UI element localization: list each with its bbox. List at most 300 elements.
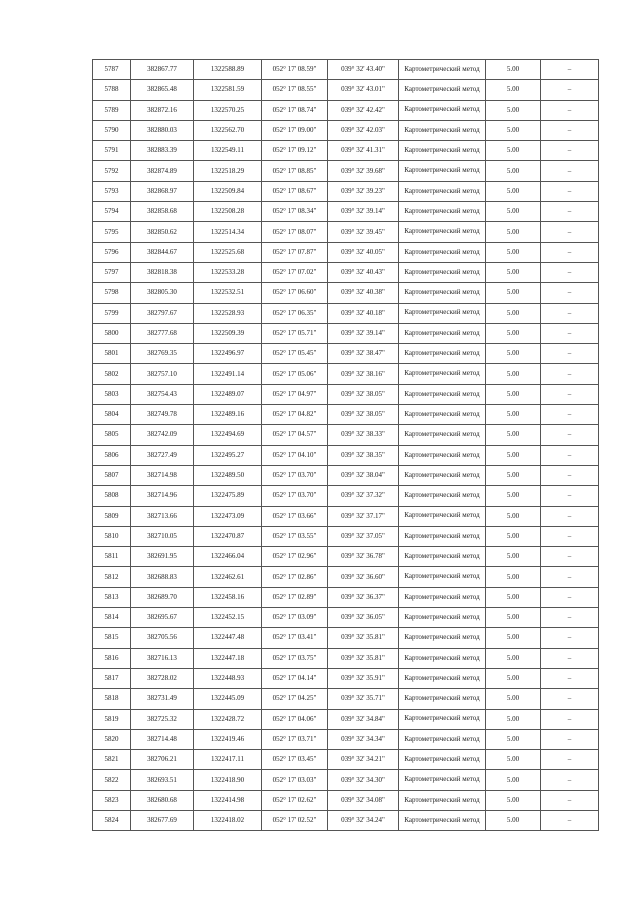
method-cell: Картометрический метод xyxy=(399,445,486,465)
latitude-cell: 052° 17' 03.09" xyxy=(262,608,328,628)
x-coordinate-cell: 382883.39 xyxy=(131,141,194,161)
table-row xyxy=(93,465,599,485)
x-coordinate-cell: 382754.43 xyxy=(131,384,194,404)
point-number-cell: 5807 xyxy=(93,465,131,485)
note-cell: – xyxy=(541,364,599,384)
longitude-cell: 039° 32' 39.68" xyxy=(328,161,399,181)
latitude-cell: 052° 17' 03.41" xyxy=(262,628,328,648)
table-row xyxy=(93,303,599,323)
x-coordinate-cell: 382874.89 xyxy=(131,161,194,181)
y-coordinate-cell: 1322489.16 xyxy=(194,405,262,425)
y-coordinate-cell: 1322570.25 xyxy=(194,100,262,120)
x-coordinate-cell: 382805.30 xyxy=(131,283,194,303)
method-cell: Картометрический метод xyxy=(399,161,486,181)
y-coordinate-cell: 1322418.90 xyxy=(194,770,262,790)
method-cell: Картометрический метод xyxy=(399,547,486,567)
longitude-cell: 039° 32' 40.43" xyxy=(328,262,399,282)
table-row xyxy=(93,668,599,688)
accuracy-cell: 5.00 xyxy=(486,161,541,181)
point-number-cell: 5814 xyxy=(93,608,131,628)
point-number-cell: 5816 xyxy=(93,648,131,668)
point-number-cell: 5811 xyxy=(93,547,131,567)
x-coordinate-cell: 382689.70 xyxy=(131,587,194,607)
x-coordinate-cell: 382728.02 xyxy=(131,668,194,688)
longitude-cell: 039° 32' 40.05" xyxy=(328,242,399,262)
x-coordinate-cell: 382695.67 xyxy=(131,608,194,628)
latitude-cell: 052° 17' 04.97" xyxy=(262,384,328,404)
accuracy-cell: 5.00 xyxy=(486,262,541,282)
accuracy-cell: 5.00 xyxy=(486,770,541,790)
latitude-cell: 052° 17' 08.74" xyxy=(262,100,328,120)
y-coordinate-cell: 1322494.69 xyxy=(194,425,262,445)
note-cell: – xyxy=(541,80,599,100)
method-cell: Картометрический метод xyxy=(399,608,486,628)
table-row xyxy=(93,384,599,404)
method-cell: Картометрический метод xyxy=(399,587,486,607)
table-row xyxy=(93,810,599,830)
latitude-cell: 052° 17' 02.86" xyxy=(262,567,328,587)
longitude-cell: 039° 32' 36.60" xyxy=(328,567,399,587)
point-number-cell: 5809 xyxy=(93,506,131,526)
longitude-cell: 039° 32' 34.84" xyxy=(328,709,399,729)
note-cell: – xyxy=(541,587,599,607)
longitude-cell: 039° 32' 38.05" xyxy=(328,384,399,404)
x-coordinate-cell: 382716.13 xyxy=(131,648,194,668)
latitude-cell: 052° 17' 02.52" xyxy=(262,810,328,830)
longitude-cell: 039° 32' 35.91" xyxy=(328,668,399,688)
latitude-cell: 052° 17' 08.07" xyxy=(262,222,328,242)
latitude-cell: 052° 17' 07.02" xyxy=(262,262,328,282)
accuracy-cell: 5.00 xyxy=(486,242,541,262)
table-row xyxy=(93,181,599,201)
point-number-cell: 5799 xyxy=(93,303,131,323)
method-cell: Картометрический метод xyxy=(399,790,486,810)
latitude-cell: 052° 17' 04.82" xyxy=(262,405,328,425)
latitude-cell: 052° 17' 05.06" xyxy=(262,364,328,384)
latitude-cell: 052° 17' 04.10" xyxy=(262,445,328,465)
point-number-cell: 5822 xyxy=(93,770,131,790)
longitude-cell: 039° 32' 40.18" xyxy=(328,303,399,323)
latitude-cell: 052° 17' 08.67" xyxy=(262,181,328,201)
latitude-cell: 052° 17' 02.89" xyxy=(262,587,328,607)
table-row xyxy=(93,608,599,628)
table-row xyxy=(93,648,599,668)
point-number-cell: 5794 xyxy=(93,202,131,222)
method-cell: Картометрический метод xyxy=(399,567,486,587)
y-coordinate-cell: 1322528.93 xyxy=(194,303,262,323)
note-cell: – xyxy=(541,202,599,222)
accuracy-cell: 5.00 xyxy=(486,303,541,323)
latitude-cell: 052° 17' 05.45" xyxy=(262,344,328,364)
table-row xyxy=(93,120,599,140)
note-cell: – xyxy=(541,242,599,262)
point-number-cell: 5806 xyxy=(93,445,131,465)
longitude-cell: 039° 32' 38.05" xyxy=(328,405,399,425)
method-cell: Картометрический метод xyxy=(399,729,486,749)
point-number-cell: 5815 xyxy=(93,628,131,648)
latitude-cell: 052° 17' 02.62" xyxy=(262,790,328,810)
longitude-cell: 039° 32' 34.21" xyxy=(328,750,399,770)
y-coordinate-cell: 1322532.51 xyxy=(194,283,262,303)
latitude-cell: 052° 17' 03.71" xyxy=(262,729,328,749)
table-row xyxy=(93,323,599,343)
accuracy-cell: 5.00 xyxy=(486,141,541,161)
method-cell: Картометрический метод xyxy=(399,242,486,262)
accuracy-cell: 5.00 xyxy=(486,80,541,100)
y-coordinate-cell: 1322508.28 xyxy=(194,202,262,222)
y-coordinate-cell: 1322462.61 xyxy=(194,567,262,587)
point-number-cell: 5819 xyxy=(93,709,131,729)
method-cell: Картометрический метод xyxy=(399,181,486,201)
method-cell: Картометрический метод xyxy=(399,425,486,445)
latitude-cell: 052° 17' 08.55" xyxy=(262,80,328,100)
accuracy-cell: 5.00 xyxy=(486,384,541,404)
table-row xyxy=(93,587,599,607)
table-row xyxy=(93,161,599,181)
x-coordinate-cell: 382710.05 xyxy=(131,526,194,546)
point-number-cell: 5800 xyxy=(93,323,131,343)
y-coordinate-cell: 1322475.89 xyxy=(194,486,262,506)
accuracy-cell: 5.00 xyxy=(486,608,541,628)
latitude-cell: 052° 17' 03.45" xyxy=(262,750,328,770)
note-cell: – xyxy=(541,303,599,323)
longitude-cell: 039° 32' 34.30" xyxy=(328,770,399,790)
longitude-cell: 039° 32' 39.14" xyxy=(328,323,399,343)
table-row xyxy=(93,425,599,445)
table-row xyxy=(93,262,599,282)
point-number-cell: 5793 xyxy=(93,181,131,201)
point-number-cell: 5820 xyxy=(93,729,131,749)
x-coordinate-cell: 382757.10 xyxy=(131,364,194,384)
accuracy-cell: 5.00 xyxy=(486,689,541,709)
point-number-cell: 5817 xyxy=(93,668,131,688)
point-number-cell: 5797 xyxy=(93,262,131,282)
longitude-cell: 039° 32' 39.14" xyxy=(328,202,399,222)
note-cell: – xyxy=(541,465,599,485)
point-number-cell: 5818 xyxy=(93,689,131,709)
note-cell: – xyxy=(541,283,599,303)
longitude-cell: 039° 32' 37.32" xyxy=(328,486,399,506)
accuracy-cell: 5.00 xyxy=(486,222,541,242)
method-cell: Картометрический метод xyxy=(399,80,486,100)
point-number-cell: 5823 xyxy=(93,790,131,810)
table-row xyxy=(93,709,599,729)
accuracy-cell: 5.00 xyxy=(486,486,541,506)
point-number-cell: 5804 xyxy=(93,405,131,425)
method-cell: Картометрический метод xyxy=(399,222,486,242)
x-coordinate-cell: 382868.97 xyxy=(131,181,194,201)
latitude-cell: 052° 17' 04.06" xyxy=(262,709,328,729)
table-row xyxy=(93,567,599,587)
latitude-cell: 052° 17' 04.25" xyxy=(262,689,328,709)
table-row xyxy=(93,547,599,567)
table-row xyxy=(93,344,599,364)
y-coordinate-cell: 1322496.97 xyxy=(194,344,262,364)
y-coordinate-cell: 1322509.84 xyxy=(194,181,262,201)
latitude-cell: 052° 17' 02.96" xyxy=(262,547,328,567)
method-cell: Картометрический метод xyxy=(399,465,486,485)
method-cell: Картометрический метод xyxy=(399,709,486,729)
longitude-cell: 039° 32' 38.04" xyxy=(328,465,399,485)
x-coordinate-cell: 382727.49 xyxy=(131,445,194,465)
longitude-cell: 039° 32' 42.42" xyxy=(328,100,399,120)
latitude-cell: 052° 17' 06.35" xyxy=(262,303,328,323)
point-number-cell: 5791 xyxy=(93,141,131,161)
accuracy-cell: 5.00 xyxy=(486,120,541,140)
note-cell: – xyxy=(541,445,599,465)
latitude-cell: 052° 17' 03.75" xyxy=(262,648,328,668)
latitude-cell: 052° 17' 03.66" xyxy=(262,506,328,526)
x-coordinate-cell: 382693.51 xyxy=(131,770,194,790)
accuracy-cell: 5.00 xyxy=(486,709,541,729)
y-coordinate-cell: 1322448.93 xyxy=(194,668,262,688)
note-cell: – xyxy=(541,222,599,242)
table-row xyxy=(93,405,599,425)
latitude-cell: 052° 17' 03.55" xyxy=(262,526,328,546)
table-row xyxy=(93,790,599,810)
method-cell: Картометрический метод xyxy=(399,344,486,364)
note-cell: – xyxy=(541,770,599,790)
y-coordinate-cell: 1322447.18 xyxy=(194,648,262,668)
accuracy-cell: 5.00 xyxy=(486,506,541,526)
point-number-cell: 5824 xyxy=(93,810,131,830)
table-row xyxy=(93,526,599,546)
accuracy-cell: 5.00 xyxy=(486,425,541,445)
accuracy-cell: 5.00 xyxy=(486,364,541,384)
y-coordinate-cell: 1322470.87 xyxy=(194,526,262,546)
x-coordinate-cell: 382714.48 xyxy=(131,729,194,749)
point-number-cell: 5821 xyxy=(93,750,131,770)
note-cell: – xyxy=(541,344,599,364)
x-coordinate-cell: 382691.95 xyxy=(131,547,194,567)
x-coordinate-cell: 382731.49 xyxy=(131,689,194,709)
note-cell: – xyxy=(541,608,599,628)
accuracy-cell: 5.00 xyxy=(486,668,541,688)
y-coordinate-cell: 1322549.11 xyxy=(194,141,262,161)
longitude-cell: 039° 32' 38.33" xyxy=(328,425,399,445)
point-number-cell: 5805 xyxy=(93,425,131,445)
latitude-cell: 052° 17' 06.60" xyxy=(262,283,328,303)
note-cell: – xyxy=(541,750,599,770)
table-row xyxy=(93,486,599,506)
method-cell: Картометрический метод xyxy=(399,405,486,425)
y-coordinate-cell: 1322533.28 xyxy=(194,262,262,282)
method-cell: Картометрический метод xyxy=(399,648,486,668)
longitude-cell: 039° 32' 38.35" xyxy=(328,445,399,465)
y-coordinate-cell: 1322518.29 xyxy=(194,161,262,181)
accuracy-cell: 5.00 xyxy=(486,283,541,303)
method-cell: Картометрический метод xyxy=(399,526,486,546)
table-row xyxy=(93,242,599,262)
longitude-cell: 039° 32' 35.81" xyxy=(328,628,399,648)
longitude-cell: 039° 32' 34.34" xyxy=(328,729,399,749)
method-cell: Картометрический метод xyxy=(399,810,486,830)
table-row xyxy=(93,202,599,222)
latitude-cell: 052° 17' 09.00" xyxy=(262,120,328,140)
note-cell: – xyxy=(541,729,599,749)
note-cell: – xyxy=(541,120,599,140)
point-number-cell: 5802 xyxy=(93,364,131,384)
accuracy-cell: 5.00 xyxy=(486,445,541,465)
accuracy-cell: 5.00 xyxy=(486,405,541,425)
y-coordinate-cell: 1322491.14 xyxy=(194,364,262,384)
latitude-cell: 052° 17' 03.70" xyxy=(262,486,328,506)
longitude-cell: 039° 32' 37.05" xyxy=(328,526,399,546)
table-row xyxy=(93,729,599,749)
accuracy-cell: 5.00 xyxy=(486,648,541,668)
point-number-cell: 5810 xyxy=(93,526,131,546)
y-coordinate-cell: 1322452.15 xyxy=(194,608,262,628)
longitude-cell: 039° 32' 35.71" xyxy=(328,689,399,709)
y-coordinate-cell: 1322447.48 xyxy=(194,628,262,648)
note-cell: – xyxy=(541,668,599,688)
method-cell: Картометрический метод xyxy=(399,262,486,282)
method-cell: Картометрический метод xyxy=(399,668,486,688)
point-number-cell: 5808 xyxy=(93,486,131,506)
table-row xyxy=(93,628,599,648)
method-cell: Картометрический метод xyxy=(399,689,486,709)
longitude-cell: 039° 32' 43.01" xyxy=(328,80,399,100)
latitude-cell: 052° 17' 09.12" xyxy=(262,141,328,161)
method-cell: Картометрический метод xyxy=(399,323,486,343)
x-coordinate-cell: 382706.21 xyxy=(131,750,194,770)
latitude-cell: 052° 17' 03.03" xyxy=(262,770,328,790)
note-cell: – xyxy=(541,425,599,445)
latitude-cell: 052° 17' 08.34" xyxy=(262,202,328,222)
latitude-cell: 052° 17' 08.59" xyxy=(262,60,328,80)
method-cell: Картометрический метод xyxy=(399,384,486,404)
x-coordinate-cell: 382777.68 xyxy=(131,323,194,343)
x-coordinate-cell: 382867.77 xyxy=(131,60,194,80)
latitude-cell: 052° 17' 04.57" xyxy=(262,425,328,445)
note-cell: – xyxy=(541,648,599,668)
table-row xyxy=(93,364,599,384)
coordinates-table xyxy=(92,59,599,831)
table-row xyxy=(93,141,599,161)
note-cell: – xyxy=(541,506,599,526)
point-number-cell: 5813 xyxy=(93,587,131,607)
method-cell: Картометрический метод xyxy=(399,486,486,506)
point-number-cell: 5812 xyxy=(93,567,131,587)
table-row xyxy=(93,506,599,526)
note-cell: – xyxy=(541,628,599,648)
x-coordinate-cell: 382714.98 xyxy=(131,465,194,485)
note-cell: – xyxy=(541,384,599,404)
y-coordinate-cell: 1322525.68 xyxy=(194,242,262,262)
table-row xyxy=(93,689,599,709)
accuracy-cell: 5.00 xyxy=(486,60,541,80)
x-coordinate-cell: 382872.16 xyxy=(131,100,194,120)
x-coordinate-cell: 382714.96 xyxy=(131,486,194,506)
latitude-cell: 052° 17' 03.70" xyxy=(262,465,328,485)
accuracy-cell: 5.00 xyxy=(486,344,541,364)
method-cell: Картометрический метод xyxy=(399,628,486,648)
x-coordinate-cell: 382725.32 xyxy=(131,709,194,729)
longitude-cell: 039° 32' 43.40" xyxy=(328,60,399,80)
point-number-cell: 5790 xyxy=(93,120,131,140)
point-number-cell: 5801 xyxy=(93,344,131,364)
y-coordinate-cell: 1322428.72 xyxy=(194,709,262,729)
note-cell: – xyxy=(541,547,599,567)
x-coordinate-cell: 382680.68 xyxy=(131,790,194,810)
x-coordinate-cell: 382858.68 xyxy=(131,202,194,222)
note-cell: – xyxy=(541,567,599,587)
accuracy-cell: 5.00 xyxy=(486,587,541,607)
table-row xyxy=(93,770,599,790)
longitude-cell: 039° 32' 42.03" xyxy=(328,120,399,140)
x-coordinate-cell: 382769.35 xyxy=(131,344,194,364)
note-cell: – xyxy=(541,790,599,810)
y-coordinate-cell: 1322458.16 xyxy=(194,587,262,607)
method-cell: Картометрический метод xyxy=(399,202,486,222)
point-number-cell: 5798 xyxy=(93,283,131,303)
point-number-cell: 5796 xyxy=(93,242,131,262)
table-row xyxy=(93,60,599,80)
accuracy-cell: 5.00 xyxy=(486,100,541,120)
latitude-cell: 052° 17' 07.87" xyxy=(262,242,328,262)
x-coordinate-cell: 382705.56 xyxy=(131,628,194,648)
y-coordinate-cell: 1322588.89 xyxy=(194,60,262,80)
point-number-cell: 5795 xyxy=(93,222,131,242)
accuracy-cell: 5.00 xyxy=(486,202,541,222)
method-cell: Картометрический метод xyxy=(399,100,486,120)
accuracy-cell: 5.00 xyxy=(486,567,541,587)
x-coordinate-cell: 382677.69 xyxy=(131,810,194,830)
point-number-cell: 5788 xyxy=(93,80,131,100)
y-coordinate-cell: 1322419.46 xyxy=(194,729,262,749)
longitude-cell: 039° 32' 34.24" xyxy=(328,810,399,830)
longitude-cell: 039° 32' 36.37" xyxy=(328,587,399,607)
table-row xyxy=(93,445,599,465)
x-coordinate-cell: 382797.67 xyxy=(131,303,194,323)
note-cell: – xyxy=(541,161,599,181)
y-coordinate-cell: 1322489.50 xyxy=(194,465,262,485)
accuracy-cell: 5.00 xyxy=(486,526,541,546)
note-cell: – xyxy=(541,181,599,201)
accuracy-cell: 5.00 xyxy=(486,750,541,770)
y-coordinate-cell: 1322445.09 xyxy=(194,689,262,709)
x-coordinate-cell: 382880.03 xyxy=(131,120,194,140)
document-page xyxy=(92,59,598,831)
accuracy-cell: 5.00 xyxy=(486,810,541,830)
longitude-cell: 039° 32' 38.16" xyxy=(328,364,399,384)
latitude-cell: 052° 17' 05.71" xyxy=(262,323,328,343)
method-cell: Картометрический метод xyxy=(399,506,486,526)
point-number-cell: 5787 xyxy=(93,60,131,80)
accuracy-cell: 5.00 xyxy=(486,465,541,485)
note-cell: – xyxy=(541,810,599,830)
note-cell: – xyxy=(541,100,599,120)
method-cell: Картометрический метод xyxy=(399,141,486,161)
latitude-cell: 052° 17' 08.85" xyxy=(262,161,328,181)
longitude-cell: 039° 32' 37.17" xyxy=(328,506,399,526)
note-cell: – xyxy=(541,405,599,425)
x-coordinate-cell: 382688.83 xyxy=(131,567,194,587)
y-coordinate-cell: 1322418.02 xyxy=(194,810,262,830)
method-cell: Картометрический метод xyxy=(399,303,486,323)
accuracy-cell: 5.00 xyxy=(486,323,541,343)
y-coordinate-cell: 1322417.11 xyxy=(194,750,262,770)
method-cell: Картометрический метод xyxy=(399,750,486,770)
point-number-cell: 5792 xyxy=(93,161,131,181)
accuracy-cell: 5.00 xyxy=(486,181,541,201)
point-number-cell: 5789 xyxy=(93,100,131,120)
y-coordinate-cell: 1322473.09 xyxy=(194,506,262,526)
note-cell: – xyxy=(541,60,599,80)
coordinates-table-body xyxy=(93,60,599,831)
latitude-cell: 052° 17' 04.14" xyxy=(262,668,328,688)
y-coordinate-cell: 1322495.27 xyxy=(194,445,262,465)
